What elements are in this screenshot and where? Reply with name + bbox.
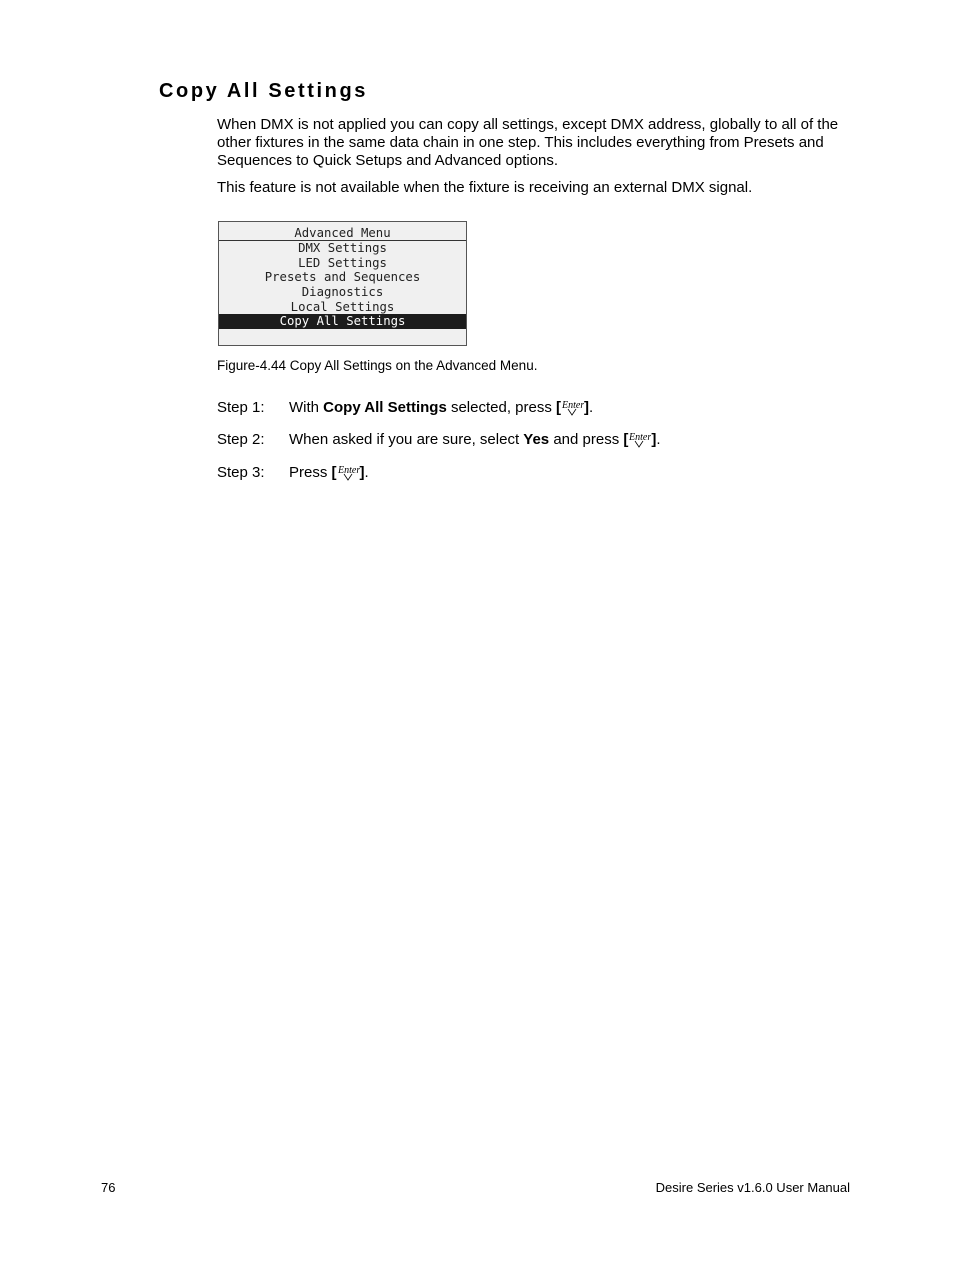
step-text: Press — [289, 464, 332, 481]
step-text: and press — [549, 431, 624, 448]
enter-key-icon — [628, 430, 651, 448]
step-text: . — [589, 399, 594, 416]
menu-item-copy-all-settings: Copy All Settings — [219, 314, 466, 329]
step-label: Step 1: — [217, 399, 265, 416]
step-text: selected, press — [446, 399, 557, 416]
page-number: 76 — [101, 1180, 116, 1195]
bracket-close: ] — [584, 399, 590, 416]
enter-key-icon — [337, 463, 360, 481]
menu-item-presets-and-sequences: Presets and Sequences — [264, 270, 421, 285]
step-bold-text: Copy All Settings — [323, 399, 447, 416]
menu-item-led-settings: LED Settings — [298, 255, 387, 270]
step-label: Step 2: — [217, 431, 265, 448]
section-heading: Copy All Settings — [159, 80, 369, 102]
step-text: . — [656, 431, 661, 448]
enter-key-icon — [561, 398, 584, 416]
step-3 — [217, 463, 369, 482]
manual-title: Desire Series v1.6.0 User Manual — [655, 1180, 850, 1195]
bracket-open: [ — [623, 431, 629, 448]
menu-item-dmx-settings: DMX Settings — [298, 241, 387, 255]
step-label: Step 3: — [217, 464, 265, 481]
step-2 — [217, 430, 661, 449]
menu-item-diagnostics: Diagnostics — [301, 285, 384, 300]
step-text: . — [364, 464, 369, 481]
menu-item-local-settings: Local Settings — [290, 299, 395, 314]
bracket-open: [ — [556, 399, 562, 416]
menu-title: Advanced Menu — [219, 222, 466, 241]
intro-paragraph: When DMX is not applied you can copy all settings, except DMX address, globally to all of the other fixtures in the same data chain in one step. This includes everything from Presets and Sequences to Quick Setups and Advanced options. — [217, 116, 839, 169]
svg-text:Enter: Enter — [337, 465, 360, 476]
svg-text:Enter: Enter — [629, 432, 652, 443]
step-text: When asked if you are sure, select — [289, 431, 524, 448]
svg-text:Enter: Enter — [562, 400, 585, 411]
availability-note: This feature is not available when the fixture is receiving an external DMX signal. — [217, 179, 753, 196]
step-bold-text: Yes — [523, 431, 550, 448]
step-1 — [217, 398, 593, 417]
figure-caption: Figure-4.44 Copy All Settings on the Advanced Menu. — [217, 358, 538, 373]
bracket-close: ] — [359, 464, 365, 481]
bracket-open: [ — [331, 464, 337, 481]
bracket-close: ] — [651, 431, 657, 448]
step-text: With — [289, 399, 324, 416]
advanced-menu-lcd — [218, 221, 467, 346]
